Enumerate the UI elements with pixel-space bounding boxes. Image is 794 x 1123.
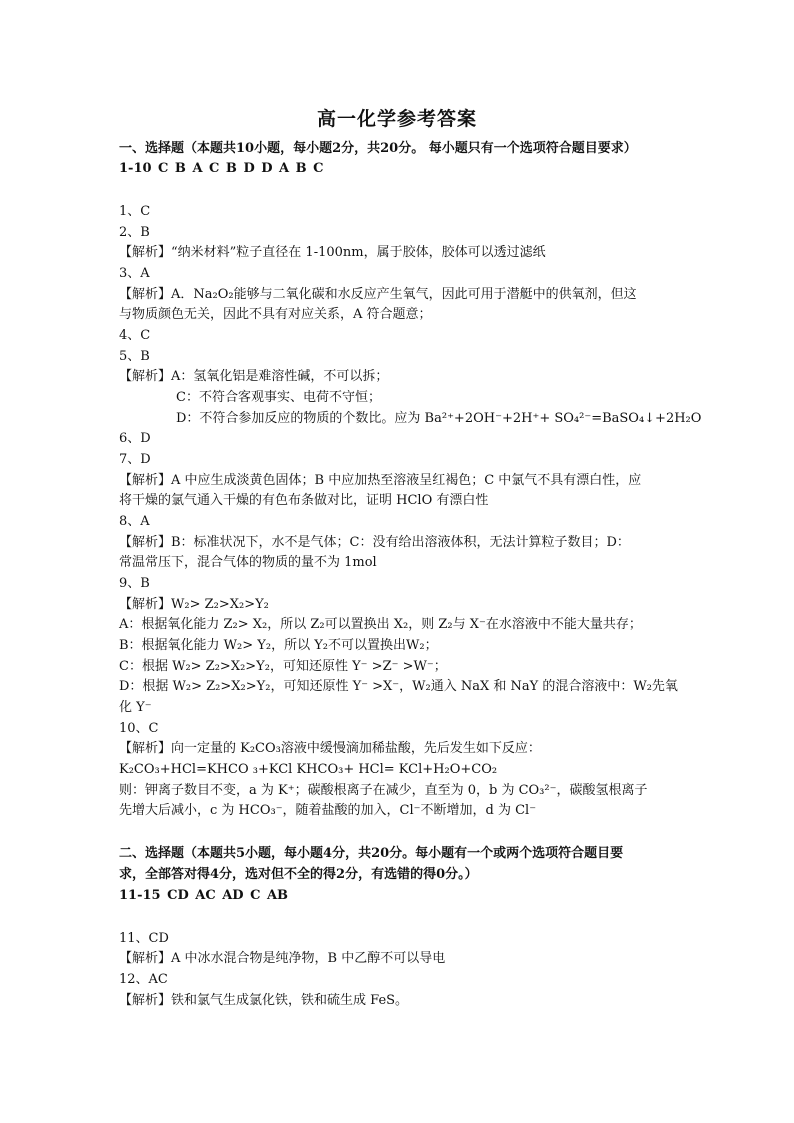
answer-line: 10、C xyxy=(119,721,159,736)
explanation-line: C：根据 W₂> Z₂>X₂>Y₂，可知还原性 Y⁻ >Z⁻ >W⁻； xyxy=(119,659,447,674)
explanation-line: 【解析】A：氢氧化铝是难溶性碱，不可以拆； xyxy=(119,369,389,384)
explanation-line: 则：钾离子数目不变，a 为 K⁺；碳酸根离子在减少，直至为 0，b 为 CO₃²⁻，碳酸氢根离子 xyxy=(119,783,648,798)
explanation-line: 常温常压下，混合气体的物质的量不为 1mol xyxy=(119,555,377,570)
answer-line: 4、C xyxy=(119,328,151,343)
answer-line: 6、D xyxy=(119,431,151,446)
explanation-line: D：根据 W₂> Z₂>X₂>Y₂，可知还原性 Y⁻ >X⁻，W₂通入 NaX 和 NaY 的混合溶液中：W₂先氧 xyxy=(119,679,678,694)
explanation-line: 【解析】B：标准状况下，水不是气体；C：没有给出溶液体积，无法计算粒子数目；D： xyxy=(119,535,630,550)
explanation-line: B：根据氧化能力 W₂> Y₂，所以 Y₂不可以置换出W₂； xyxy=(119,638,438,653)
section2-header: 二、选择题（本题共5小题，每小题4分，共20分。每小题有一个或两个选项符合题目要 xyxy=(119,846,624,861)
explanation-line: 【解析】A 中冰水混合物是纯净物，B 中乙醇不可以导电 xyxy=(119,951,446,966)
explanation-line: C：不符合客观事实、电荷不守恒； xyxy=(176,390,381,405)
answer-line: 8、A xyxy=(119,514,150,529)
section1-header: 一、选择题（本题共10小题，每小题2分，共20分。 每小题只有一个选项符合题目要求） xyxy=(119,141,637,156)
explanation-line: 与物质颜色无关，因此不具有对应关系，A 符合题意； xyxy=(119,307,432,322)
answer-line: 1、C xyxy=(119,204,151,219)
explanation-line: 【解析】A 中应生成淡黄色固体；B 中应加热至溶液呈红褐色；C 中氯气不具有漂白性，应 xyxy=(119,473,642,488)
answer-line: 7、D xyxy=(119,452,151,467)
explanation-line: A：根据氧化能力 Z₂> X₂，所以 Z₂可以置换出 X₂，则 Z₂与 X⁻在水溶液中不能大量共存； xyxy=(119,617,642,632)
equation-line: K₂CO₃+HCl=KHCO ₃+KCl KHCO₃+ HCl= KCl+H₂O+CO₂ xyxy=(119,762,498,777)
answer-line: 9、B xyxy=(119,576,150,591)
explanation-line: 【解析】向一定量的 K₂CO₃溶液中缓慢滴加稀盐酸，先后发生如下反应： xyxy=(119,741,541,756)
answer-line: 11、CD xyxy=(119,931,169,946)
section1-answers: 1-10 C B A C B D D A B C xyxy=(119,161,324,176)
explanation-line: 将干燥的氯气通入干燥的有色布条做对比，证明 HClO 有漂白性 xyxy=(119,493,489,508)
explanation-line: 【解析】A．Na₂O₂能够与二氧化碳和水反应产生氧气，因此可用于潜艇中的供氧剂，但这 xyxy=(119,287,637,302)
explanation-line: 先增大后减小，c 为 HCO₃⁻，随着盐酸的加入，Cl⁻不断增加，d 为 Cl⁻ xyxy=(119,803,537,818)
section2-answers: 11-15 CD AC AD C AB xyxy=(119,888,289,903)
page-title: 高一化学参考答案 xyxy=(316,108,477,130)
answer-line: 3、A xyxy=(119,266,150,281)
explanation-line: 【解析】W₂> Z₂>X₂>Y₂ xyxy=(119,597,269,612)
section2-header-cont: 求，全部答对得4分，选对但不全的得2分，有选错的得0分。） xyxy=(119,867,478,882)
explanation-line: D：不符合参加反应的物质的个数比。应为 Ba²⁺+2OH⁻+2H⁺+ SO₄²⁻=BaSO₄↓+2H₂O xyxy=(176,411,702,426)
explanation-line: 【解析】“纳米材料”粒子直径在 1-100nm，属于胶体，胶体可以透过滤纸 xyxy=(119,245,546,260)
answer-line: 5、B xyxy=(119,349,150,364)
explanation-line: 【解析】铁和氯气生成氯化铁，铁和硫生成 FeS。 xyxy=(119,993,409,1008)
explanation-line: 化 Y⁻ xyxy=(119,700,152,715)
answer-line: 12、AC xyxy=(119,972,168,987)
answer-line: 2、B xyxy=(119,225,150,240)
